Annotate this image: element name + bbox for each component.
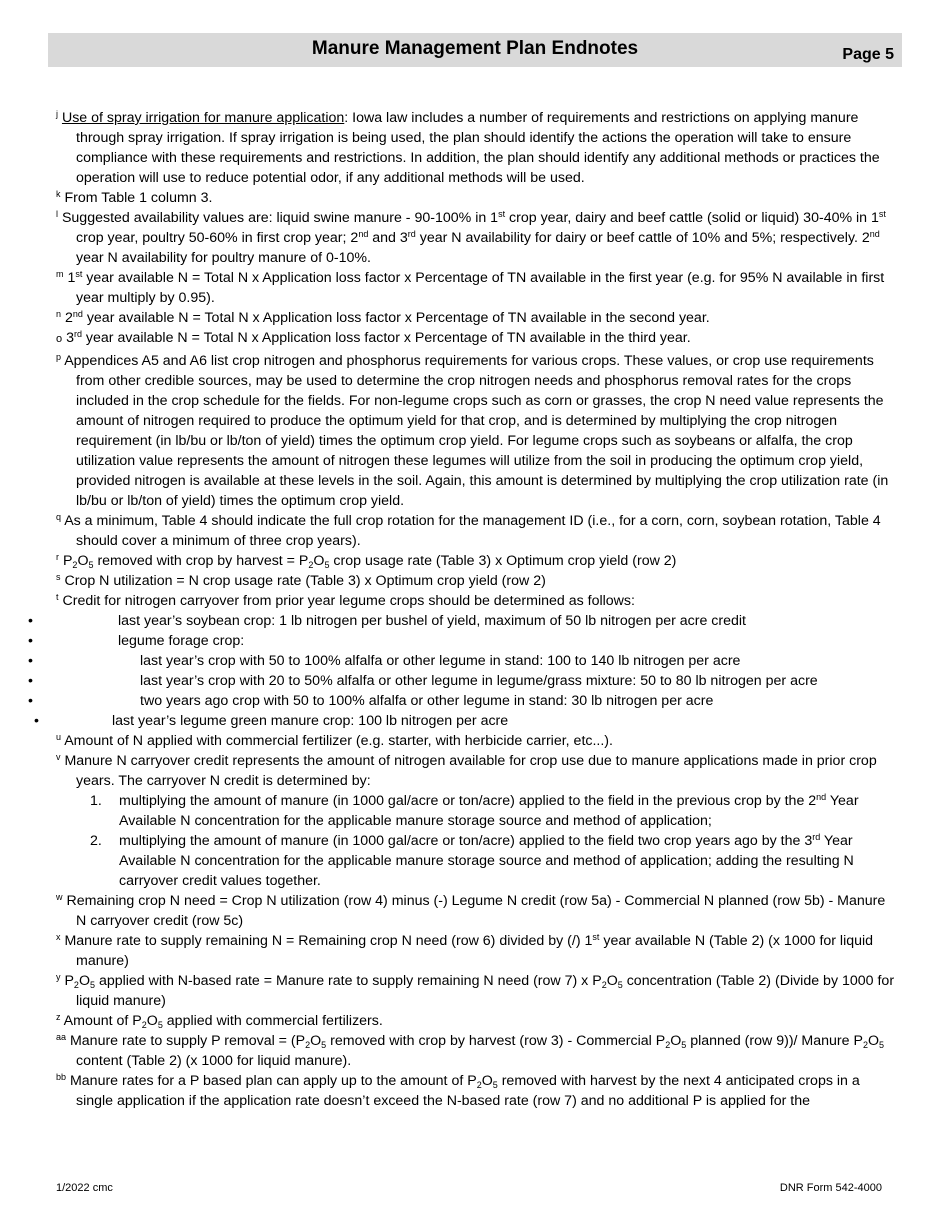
page-number: Page 5 xyxy=(842,46,894,63)
list-item xyxy=(28,651,898,671)
endnote-p xyxy=(56,351,898,511)
bullet-icon: • xyxy=(28,673,33,689)
endnote-text: 2 xyxy=(64,310,73,326)
bullet-icon: • xyxy=(34,713,39,729)
chem-p: P xyxy=(132,1013,142,1029)
page-title: Manure Management Plan Endnotes xyxy=(311,38,639,59)
chem-p: P xyxy=(295,1033,306,1049)
endnote-text: removed with crop by harvest (row 3) - Commercial xyxy=(326,1033,656,1049)
chem-o: O xyxy=(310,1033,322,1049)
endnote-marker: j xyxy=(56,109,58,119)
endnote-marker: n xyxy=(56,309,62,319)
chem-p: P xyxy=(592,973,602,989)
endnote-text: applied with commercial fertilizers. xyxy=(162,1013,383,1029)
subscript: 5 xyxy=(89,980,95,990)
subscript: 2 xyxy=(308,560,314,570)
chem-o: O xyxy=(78,973,90,989)
ordinal: st xyxy=(498,209,506,219)
list-item xyxy=(56,831,898,891)
endnote-text: concentration (Table 2) (Divide by 1000 for liquid manure) xyxy=(76,973,895,1009)
ordinal: st xyxy=(878,209,886,219)
subscript: 2 xyxy=(73,980,79,990)
subscript: 5 xyxy=(879,1040,885,1050)
endnote-marker: o xyxy=(56,333,63,345)
endnote-bb xyxy=(56,1071,898,1111)
ordinal: st xyxy=(592,932,600,942)
endnote-text: Manure rates for a P based plan can apply up to the amount of xyxy=(69,1073,468,1089)
endnote-text: Manure rate to supply P removal = ( xyxy=(69,1033,296,1049)
endnote-m xyxy=(56,268,898,308)
list-number: 2. xyxy=(90,833,102,849)
chem-o: O xyxy=(146,1013,158,1029)
endnote-text: year available N = Total N x Application loss factor x Percentage of TN available in the third year. xyxy=(81,330,691,346)
list-number: 1. xyxy=(90,793,102,809)
bullet-icon: • xyxy=(28,653,33,669)
ordinal: nd xyxy=(869,229,880,239)
endnote-text: year available N = Total N x Application loss factor x Percentage of TN available in the first year (e.g. for 95% N available in first year multiply by 0.95). xyxy=(76,270,885,306)
endnote-text: year N availability for dairy or beef cattle of 10% and 5%; respectively. 2 xyxy=(415,230,870,246)
chem-p: P xyxy=(467,1073,477,1089)
carryover-steps xyxy=(56,791,898,891)
list-item xyxy=(28,691,898,711)
endnote-text: Amount of xyxy=(63,1013,133,1029)
list-item-text: Year Available N concentration for the applicable manure storage source and method of application; adding the resulting N carryover credit values together. xyxy=(119,833,854,889)
endnote-marker: u xyxy=(56,732,62,742)
subscript: 2 xyxy=(862,1040,868,1050)
endnote-marker: m xyxy=(56,269,64,279)
endnote-w xyxy=(56,891,898,931)
ordinal: rd xyxy=(407,229,416,239)
list-item-text: legume forage crop: xyxy=(118,633,245,649)
list-item xyxy=(28,671,898,691)
page-header xyxy=(48,33,902,67)
list-item-text: multiplying the amount of manure (in 1000 gal/acre or ton/acre) applied to the field two crop years ago by the 3 xyxy=(119,833,813,849)
subscript: 2 xyxy=(305,1040,311,1050)
endnote-j xyxy=(56,108,898,188)
endnote-r xyxy=(56,551,898,571)
endnote-marker: k xyxy=(56,189,61,199)
chem-o: O xyxy=(867,1033,880,1049)
endnote-text: 3 xyxy=(66,330,74,346)
list-item xyxy=(56,791,898,831)
chem-o: O xyxy=(77,553,89,569)
endnote-marker: bb xyxy=(56,1072,67,1082)
endnote-n xyxy=(56,308,898,328)
endnote-text: Manure rate to supply remaining N = Remaining crop N need (row 6) divided by (/) 1 xyxy=(64,933,593,949)
endnote-y xyxy=(56,971,898,1011)
endnote-marker: t xyxy=(56,592,59,602)
endnote-aa xyxy=(56,1031,898,1071)
endnote-marker: l xyxy=(56,209,58,219)
endnote-text: crop year, dairy and beef cattle (solid or liquid) 30-40% in 1 xyxy=(505,210,879,226)
endnote-text: year N availability for poultry manure of 0-10%. xyxy=(76,250,371,266)
bullet-icon: • xyxy=(28,633,33,649)
endnote-text: and 3 xyxy=(368,230,408,246)
endnote-x xyxy=(56,931,898,971)
endnote-marker: w xyxy=(56,892,63,902)
subscript: 5 xyxy=(157,1020,163,1030)
subscript: 5 xyxy=(324,560,330,570)
endnote-marker: p xyxy=(56,352,62,362)
chem-o: O xyxy=(670,1033,682,1049)
chem-p: P xyxy=(62,553,73,569)
ordinal: rd xyxy=(812,832,821,842)
endnote-marker: aa xyxy=(56,1032,67,1042)
legume-credit-list xyxy=(28,611,898,731)
endnote-text: From Table 1 column 3. xyxy=(64,190,213,206)
endnote-text: year available N (Table 2) (x 1000 for liquid manure) xyxy=(76,933,874,969)
list-item-text: two years ago crop with 50 to 100% alfalfa or other legume in stand: 30 lb nitrogen per acre xyxy=(140,693,714,709)
ordinal: nd xyxy=(816,792,827,802)
endnote-text: removed with crop by harvest = xyxy=(93,553,299,569)
list-item xyxy=(28,631,898,651)
endnote-marker: x xyxy=(56,932,61,942)
endnote-z xyxy=(56,1011,898,1031)
endnote-marker: v xyxy=(56,752,61,762)
endnote-s xyxy=(56,571,898,591)
bullet-icon: • xyxy=(28,693,33,709)
endnote-text: Crop N utilization = N crop usage rate (Table 3) x Optimum crop yield (row 2) xyxy=(64,573,546,589)
subscript: 5 xyxy=(681,1040,687,1050)
chem-o: O xyxy=(313,553,325,569)
list-item xyxy=(34,711,898,731)
endnote-text: As a minimum, Table 4 should indicate the full crop rotation for the management ID (i.e., for a corn, corn, soybean rotation, Table 4 should cover a minimum of three crop years). xyxy=(64,513,881,549)
endnote-text: removed with harvest by the next 4 anticipated crops in a single application if the application rate doesn’t exceed the N-based rate (row 7) and no additional P is applied for the xyxy=(76,1073,860,1109)
endnote-text: planned (row 9))/ Manure xyxy=(686,1033,854,1049)
subscript: 2 xyxy=(601,980,607,990)
chem-o: O xyxy=(481,1073,493,1089)
list-item xyxy=(28,611,898,631)
ordinal: nd xyxy=(358,229,369,239)
chem-o: O xyxy=(606,973,618,989)
endnote-text: Manure N carryover credit represents the amount of nitrogen available for crop use due to manure applications made in prior crop years. The carryover N credit is determined by: xyxy=(64,753,877,789)
endnote-marker: q xyxy=(56,512,62,522)
endnote-marker: z xyxy=(56,1012,61,1022)
subscript: 2 xyxy=(72,560,78,570)
subscript: 5 xyxy=(321,1040,327,1050)
ordinal: rd xyxy=(73,329,82,339)
endnote-v xyxy=(56,751,898,791)
endnote-text: 1 xyxy=(67,270,76,286)
endnote-q xyxy=(56,511,898,551)
endnote-text: crop year, poultry 50-60% in first crop year; 2 xyxy=(76,230,359,246)
endnotes xyxy=(28,108,898,1111)
endnote-o xyxy=(56,328,898,349)
footer-form-number: DNR Form 542-4000 xyxy=(779,1182,882,1194)
subscript: 2 xyxy=(476,1080,482,1090)
endnote-text: Suggested availability values are: liquid swine manure - 90-100% in 1 xyxy=(61,210,499,226)
endnote-k xyxy=(56,188,898,208)
subscript: 5 xyxy=(88,560,94,570)
list-item-text: last year’s legume green manure crop: 100 lb nitrogen per acre xyxy=(112,713,509,729)
subscript: 5 xyxy=(492,1080,498,1090)
chem-p: P xyxy=(853,1033,863,1049)
endnote-text: Remaining crop N need = Crop N utilization (row 4) minus (-) Legume N credit (row 5a) - Commercial N planned (row 5b) - Manure N carryover credit (row 5c) xyxy=(66,893,886,929)
subscript: 2 xyxy=(141,1020,147,1030)
endnote-marker: r xyxy=(56,552,59,562)
endnote-text: Credit for nitrogen carryover from prior year legume crops should be determined as follows: xyxy=(62,593,635,609)
list-item-text: multiplying the amount of manure (in 1000 gal/acre or ton/acre) applied to the field in the previous crop by the 2 xyxy=(119,793,817,809)
endnote-text: content (Table 2) (x 1000 for liquid manure). xyxy=(76,1053,352,1069)
endnote-text: crop usage rate (Table 3) x Optimum crop yield (row 2) xyxy=(329,553,677,569)
endnote-text: Appendices A5 and A6 list crop nitrogen and phosphorus requirements for various crops. These values, or crop use requirements from other credible sources, may be used to determine the crop nitrogen needs and phosphorus removal rates for the crops included in the crop schedule for the fields. For non-legume crops such as corn or grasses, the crop N need value represents the amount of nitrogen required to produce the optimum yield for that crop, and is determined by multiplying the crop nitrogen requirement (in lb/bu or lb/ton of yield) times the optimum crop yield. For legume crops such as soybeans or alfalfa, the crop utilization value represents the amount of nitrogen these legumes will utilize from the soil in producing the optimum crop yield, provided nitrogen is available at these levels in the soil. Again, this amount is determined by multiplying the crop utilization rate (in lb/bu or lb/ton of yield) times the optimum crop yield. xyxy=(64,353,889,509)
ordinal: nd xyxy=(72,309,83,319)
chem-p: P xyxy=(298,553,309,569)
subscript: 5 xyxy=(617,980,623,990)
endnote-marker: s xyxy=(56,572,61,582)
footer-date: 1/2022 cmc xyxy=(56,1182,113,1194)
endnote-marker: y xyxy=(56,972,61,982)
endnote-heading: Use of spray irrigation for manure application xyxy=(61,110,345,126)
endnote-text: Amount of N applied with commercial fertilizer (e.g. starter, with herbicide carrier, etc...). xyxy=(64,733,613,749)
endnote-t xyxy=(56,591,898,611)
endnote-text: applied with N-based rate = Manure rate to supply remaining N need (row 7) x xyxy=(95,973,593,989)
endnote-u xyxy=(56,731,898,751)
list-item-text: last year’s soybean crop: 1 lb nitrogen per bushel of yield, maximum of 50 lb nitrogen per acre credit xyxy=(118,613,746,629)
endnote-text: : Iowa law includes a number of requirements and restrictions on applying manure through spray irrigation. If spray irrigation is being used, the plan should identify the actions the operation will take to ensure compliance with these requirements and restrictions. In addition, the plan should identify any additional methods or practices the operation will use to reduce potential odor, if any additional methods will be used. xyxy=(76,110,880,186)
subscript: 2 xyxy=(665,1040,671,1050)
chem-p: P xyxy=(655,1033,666,1049)
list-item-text: Year Available N concentration for the applicable manure storage source and method of application; xyxy=(119,793,859,829)
chem-p: P xyxy=(64,973,74,989)
bullet-icon: • xyxy=(28,613,33,629)
list-item-text: last year’s crop with 50 to 100% alfalfa or other legume in stand: 100 to 140 lb nitrogen per acre xyxy=(140,653,741,669)
endnote-l xyxy=(56,208,898,268)
list-item-text: last year’s crop with 20 to 50% alfalfa or other legume in legume/grass mixture: 50 to 80 lb nitrogen per acre xyxy=(140,673,818,689)
ordinal: st xyxy=(75,269,83,279)
endnote-text: year available N = Total N x Application loss factor x Percentage of TN available in the second year. xyxy=(82,310,710,326)
